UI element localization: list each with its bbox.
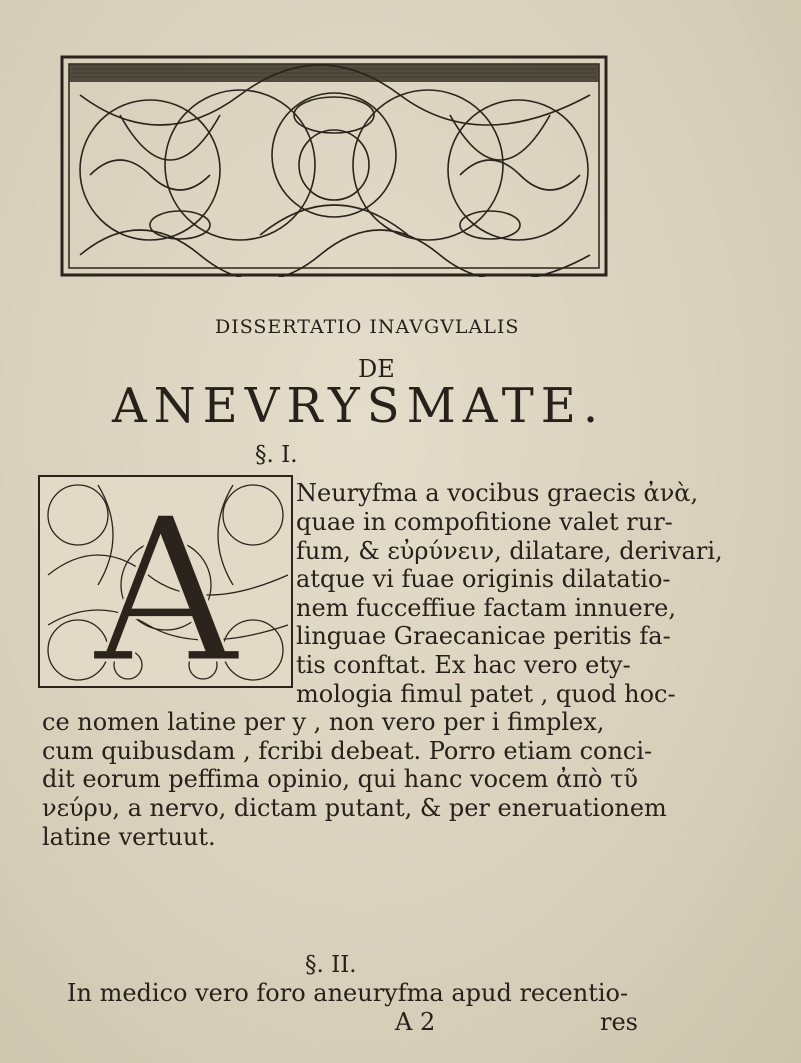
page-title: ANEVRYSMATE. bbox=[112, 378, 606, 434]
text-line: cum quibusdam , fcribi debeat. Porro etiam conci- bbox=[42, 737, 653, 765]
text-line: fum, & εὐρύνειν, dilatare, derivari, bbox=[296, 537, 723, 565]
text-line: nem fucceffiue factam innuere, bbox=[296, 594, 677, 622]
text-line: In medico vero foro aneuryfma apud recentio- bbox=[67, 979, 629, 1007]
text-line: dit eorum peffima opinio, qui hanc vocem ἀπὸ τῦ bbox=[42, 765, 638, 793]
text-line: tis conftat. Ex hac vero ety- bbox=[296, 651, 631, 679]
dissertation-heading: DISSERTATIO INAVGVLALIS bbox=[215, 316, 520, 338]
section-heading-1: §. I. bbox=[255, 442, 298, 468]
text-line: Neuryfma a vocibus graecis ἀνὰ, bbox=[296, 479, 699, 507]
initial-letter: A bbox=[93, 475, 239, 688]
text-line: linguae Graecanicae peritis fa- bbox=[296, 622, 671, 650]
catchword: res bbox=[600, 1008, 638, 1036]
decorated-initial-A bbox=[38, 475, 293, 688]
text-line: mologia fimul patet , quod hoc- bbox=[296, 680, 676, 708]
text-line: latine vertuut. bbox=[42, 823, 216, 851]
text-line: atque vi fuae originis dilatatio- bbox=[296, 565, 671, 593]
text-line: ce nomen latine per y , non vero per i fimplex, bbox=[42, 708, 605, 736]
text-line: νεύρυ, a nervo, dictam putant, & per eneruationem bbox=[42, 794, 667, 822]
heading-de: DE bbox=[358, 355, 395, 383]
text-line: quae in compofitione valet rur- bbox=[296, 508, 673, 536]
ornamental-headpiece bbox=[60, 55, 608, 277]
signature-mark: A 2 bbox=[395, 1008, 436, 1036]
section-heading-2: §. II. bbox=[305, 952, 357, 978]
